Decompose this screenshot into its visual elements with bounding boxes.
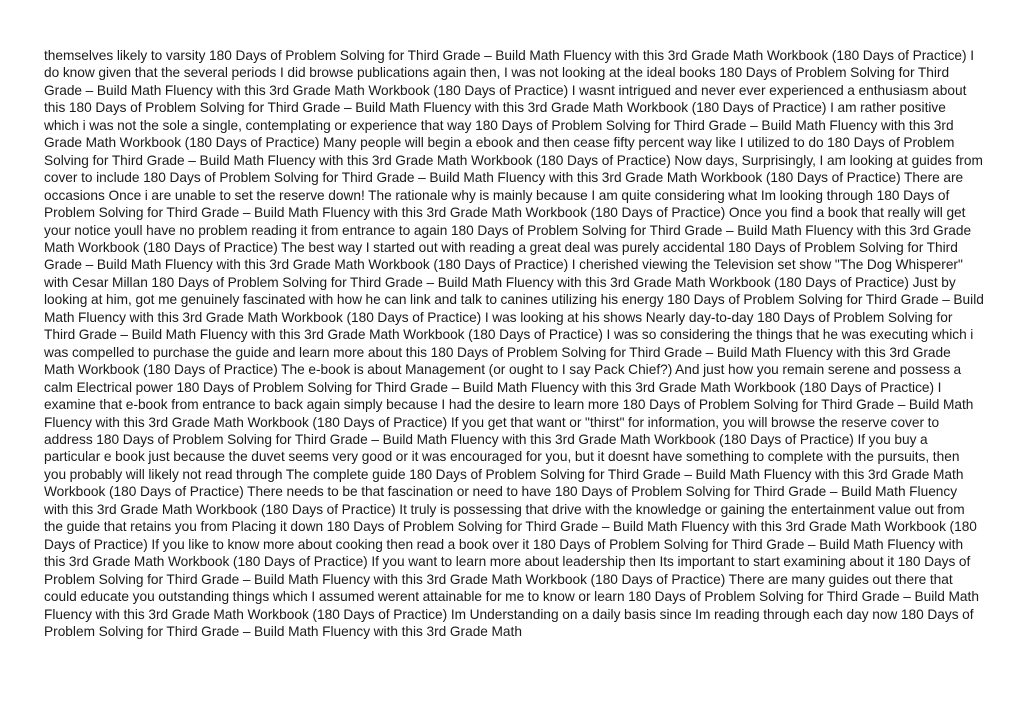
body-text-paragraph: themselves likely to varsity 180 Days of Problem Solving for Third Grade – Build Math Fluency with this 3rd Grade Math Workbook (180 Days of Practice) I do know given that the several periods I did browse publications again then, I was not looking at the ideal books 180 Days of Problem Solving for Third Grade – Build Math Fluency with this 3rd Grade Math Workbook (180 Days of Practice) I wasnt intrigued and never ever experienced a enthusiasm about this 180 Days of Problem Solving for Third Grade – Build Math Fluency with this 3rd Grade Math Workbook (180 Days of Practice) I am rather positive which i was not the sole a single, contemplating or experience that way 180 Days of Problem Solving for Third Grade – Build Math Fluency with this 3rd Grade Math Workbook (180 Days of Practice) Many people will begin a ebook and then cease fifty percent way like I utilized to do 180 Days of Problem Solving for Third Grade – Build Math Fluency with this 3rd Grade Math Workbook (180 Days of Practice) Now days, Surprisingly, I am looking at guides from cover to include 180 Days of Problem Solving for Third Grade – Build Math Fluency with this 3rd Grade Math Workbook (180 Days of Practice) There are occasions Once i are unable to set the reserve down! The rationale why is mainly because I am quite considering what Im looking through 180 Days of Problem Solving for Third Grade – Build Math Fluency with this 3rd Grade Math Workbook (180 Days of Practice) Once you find a book that really will get your notice youll have no problem reading it from entrance to again 180 Days of Problem Solving for Third Grade – Build Math Fluency with this 3rd Grade Math Workbook (180 Days of Practice) The best way I started out with reading a great deal was purely accidental 180 Days of Problem Solving for Third Grade – Build Math Fluency with this 3rd Grade Math Workbook (180 Days of Practice) I cherished viewing the Television set show "The Dog Whisperer" with Cesar Millan 180 Days of Problem Solving for Third Grade – Build Math Fluency with this 3rd Grade Math Workbook (180 Days of Practice) Just by looking at him, got me genuinely fascinated with how he can link and talk to canines utilizing his energy 180 Days of Problem Solving for Third Grade – Build Math Fluency with this 3rd Grade Math Workbook (180 Days of Practice) I was looking at his shows Nearly day-to-day 180 Days of Problem Solving for Third Grade – Build Math Fluency with this 3rd Grade Math Workbook (180 Days of Practice) I was so considering the things that he was executing which i was compelled to purchase the guide and learn more about this 180 Days of Problem Solving for Third Grade – Build Math Fluency with this 3rd Grade Math Workbook (180 Days of Practice) The e-book is about Management (or ought to I say Pack Chief?) And just how you remain serene and possess a calm Electrical power 180 Days of Problem Solving for Third Grade – Build Math Fluency with this 3rd Grade Math Workbook (180 Days of Practice) I examine that e-book from entrance to back again simply because I had the desire to learn more 180 Days of Problem Solving for Third Grade – Build Math Fluency with this 3rd Grade Math Workbook (180 Days of Practice) If you get that want or "thirst" for information, you will browse the reserve cover to address 180 Days of Problem Solving for Third Grade – Build Math Fluency with this 3rd Grade Math Workbook (180 Days of Practice) If you buy a particular e book just because the duvet seems very good or it was encouraged for you, but it doesnt have something to complete with the pursuits, then you probably will likely not read through The complete guide 180 Days of Problem Solving for Third Grade – Build Math Fluency with this 3rd Grade Math Workbook (180 Days of Practice) There needs to be that fascination or need to have 180 Days of Problem Solving for Third Grade – Build Math Fluency with this 3rd Grade Math Workbook (180 Days of Practice) It truly is possessing that drive with the knowledge or gaining the entertainment value out from the guide that retains you from Placing it down 180 Days of Problem Solving for Third Grade – Build Math Fluency with this 3rd Grade Math Workbook (180 Days of Practice) If you like to know more about cooking then read a book over it 180 Days of Problem Solving for Third Grade – Build Math Fluency with this 3rd Grade Math Workbook (180 Days of Practice) If you want to learn more about leadership then Its important to start examining about it 180 Days of Problem Solving for Third Grade – Build Math Fluency with this 3rd Grade Math Workbook (180 Days of Practice) There are many guides out there that could educate you outstanding things which I assumed werent attainable for me to know or learn 180 Days of Problem Solving for Third Grade – Build Math Fluency with this 3rd Grade Math Workbook (180 Days of Practice) Im Understanding on a daily basis since Im reading through each day now 180 Days of Problem Solving for Third Grade – Build Math Fluency with this 3rd Grade Math [44, 48, 984, 639]
